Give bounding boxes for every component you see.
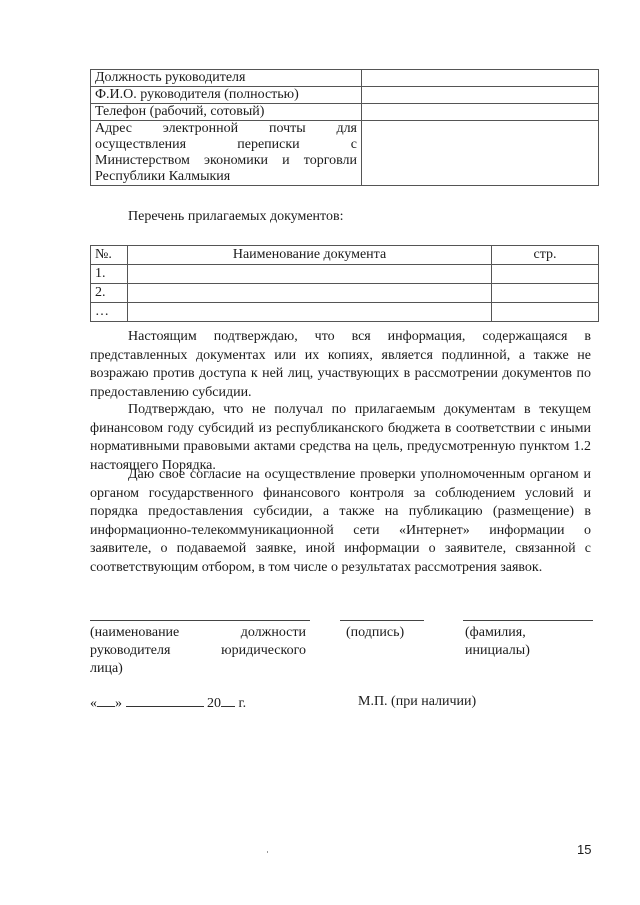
signature-caption: (подпись) (346, 625, 405, 640)
header-document-name: Наименование документа (128, 246, 492, 265)
table-row (91, 265, 599, 284)
caption-word: (наименование (90, 625, 180, 640)
year-prefix: 20 (207, 696, 221, 711)
open-quote: « (90, 696, 97, 711)
caption-word: должности (240, 625, 306, 640)
stamp-placeholder: М.П. (при наличии) (358, 694, 477, 709)
caption-word: руководителя (90, 643, 171, 658)
row-number: 1. (91, 265, 128, 284)
confirmation-paragraph: Настоящим подтверждаю, что вся информация, содержащаяся в представленных документах или их копиях, является подлинной, а также не возражаю против доступа к ней лиц, участвующих в рассмотрении документов по предоставлению субсидии. (90, 329, 591, 400)
no-subsidy-paragraph: Подтверждаю, что не получал по прилагаемым документам в текущем финансовом году субсидий из республиканского бюджета в соответствии с иными нормативными правовыми актами средства на цель, предусмотренную пунктом 1.2 настоящего Порядка. (90, 402, 591, 473)
consent-paragraph: Даю свое согласие на осуществление проверки уполномоченным органом и органом государственного финансового контроля за соблюдением условий и порядка предоставления субсидии, а также на публикацию (размещение) в информационно-телекоммуникационной сети «Интернет» информации о заявителе, о подаваемой заявке, иной информации о заявителе, связанной с соответствующим отбором, в том числе о результатах рассмотрения заявок. (90, 467, 591, 575)
name-caption-line: (фамилия, (465, 625, 526, 640)
value-cell (362, 87, 599, 104)
row-label-email: Адрес электронной почты для осуществления переписки с Министерством экономики и торговли Республики Калмыкия (91, 121, 362, 186)
documents-list-title: Перечень прилагаемых документов: (128, 209, 344, 224)
signature-line (340, 620, 424, 621)
page-number: 15 (577, 842, 592, 857)
header-page: стр. (492, 246, 599, 265)
caption-word: лица) (90, 661, 123, 676)
name-caption-line: инициалы) (465, 643, 530, 658)
day-blank (97, 693, 115, 707)
value-cell (362, 121, 599, 186)
row-document-name (128, 265, 492, 284)
header-number: №. (91, 246, 128, 265)
name-signature-line (463, 620, 593, 621)
position-caption (90, 624, 306, 678)
row-document-name (128, 303, 492, 322)
month-blank (126, 693, 204, 707)
table-row (91, 70, 599, 87)
scan-speck (267, 851, 268, 853)
table-row (91, 104, 599, 121)
name-caption (465, 624, 575, 660)
row-number: 2. (91, 284, 128, 303)
row-label-phone: Телефон (рабочий, сотовый) (91, 104, 362, 121)
year-blank (221, 693, 235, 707)
value-cell (362, 104, 599, 121)
row-page (492, 284, 599, 303)
table-row (91, 121, 599, 186)
table-header-row (91, 246, 599, 265)
row-document-name (128, 284, 492, 303)
date-field (90, 693, 246, 713)
table-row (91, 87, 599, 104)
position-signature-line (90, 620, 310, 621)
row-page (492, 265, 599, 284)
table-row (91, 284, 599, 303)
row-label-position: Должность руководителя (91, 70, 362, 87)
caption-word: юридического (221, 643, 306, 658)
value-cell (362, 70, 599, 87)
row-page (492, 303, 599, 322)
year-suffix: г. (235, 696, 247, 711)
row-number: … (91, 303, 128, 322)
applicant-info-table (90, 69, 599, 186)
row-label-fullname: Ф.И.О. руководителя (полностью) (91, 87, 362, 104)
documents-table (90, 245, 599, 322)
table-row (91, 303, 599, 322)
close-quote: » (115, 696, 122, 711)
